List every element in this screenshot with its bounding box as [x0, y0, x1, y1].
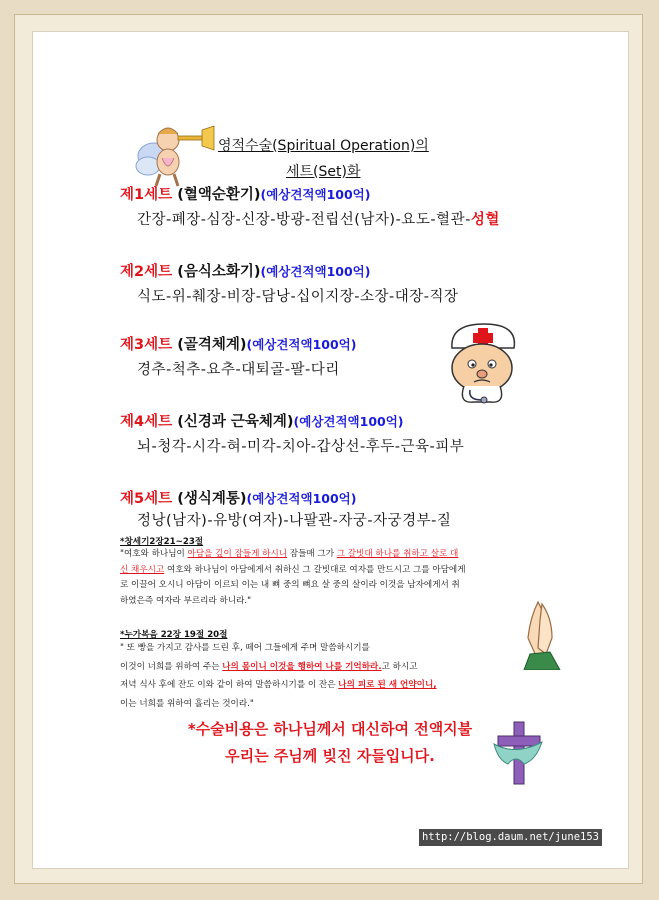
genesis-text-1: "여호와 하나님이: [120, 549, 188, 559]
genesis-quote: [120, 549, 546, 607]
genesis-line-3: 로 이끌어 오시니 아담이 이르되 이는 내 뼈 중의 뼈요 살 중의 살이라 이것을 남자에게서 취: [120, 580, 460, 591]
set-1-name: (혈액순환기): [177, 187, 261, 203]
set-1-heading: [120, 183, 370, 204]
set-5-name: (생식계통): [177, 491, 247, 507]
luke-line-2: [120, 662, 437, 674]
set-3-label: 제3세트: [120, 337, 173, 353]
closing-line-1: *수술비용은 하나님께서 대신하여 전액지불: [187, 720, 473, 738]
set-4-name: (신경과 근육체계): [177, 414, 294, 430]
set-3-organs: 경추-척추-요추-대퇴골-팔-다리: [137, 362, 340, 378]
luke-highlight-2: 나의 피로 된 새 언약이니,: [338, 680, 437, 691]
set-3-heading: [120, 333, 356, 354]
closing-line-2: 우리는 주님께 빚진 자들입니다.: [225, 747, 435, 765]
set-1-label: 제1세트: [120, 187, 173, 203]
luke-line-4: 이는 너희를 위하여 흘리는 것이라.": [120, 698, 254, 709]
doctor-stethoscope-illustration: [440, 318, 526, 408]
set-5-label: 제5세트: [120, 491, 173, 507]
genesis-line-4: 하였은즉 여자라 부르리라 하니라.": [120, 595, 252, 606]
set-5-cost: (예상견적액100억): [246, 491, 357, 506]
set-2-name: (음식소화기): [177, 264, 261, 280]
genesis-line-1: [120, 549, 546, 561]
genesis-text-2: 잠들매 그가: [287, 549, 337, 559]
set-1-organ-highlight: 성혈: [470, 212, 500, 228]
praying-hands-illustration: [516, 598, 568, 670]
set-3-cost: (예상견적액100억): [246, 337, 357, 352]
set-2-organs: 식도-위-췌장-비장-담낭-십이지장-소장-대장-직장: [137, 289, 459, 305]
set-4-cost: (예상견적액100억): [293, 414, 404, 429]
set-5-heading: [120, 487, 356, 508]
genesis-highlight-1: 아담을 깊이 잠들게 하시니: [187, 549, 288, 559]
set-1-organs: [137, 208, 500, 229]
luke-text-3: 고 하시고: [381, 661, 418, 672]
title-line-1: 영적수술(Spiritual Operation)의: [218, 138, 429, 154]
set-1-cost: (예상견적액100억): [260, 187, 371, 202]
luke-quote: [120, 643, 437, 710]
set-2-label: 제2세트: [120, 264, 173, 280]
genesis-line-2: [120, 565, 546, 577]
genesis-highlight-3: 신 채우시고: [120, 564, 165, 575]
genesis-highlight-2: 그 갈빗대 하나를 취하고 살로 대: [336, 549, 459, 559]
set-3-name: (골격체계): [177, 337, 247, 353]
set-1-organ-list: 간장-폐장-심장-신장-방광-전립선(남자)-요도-혈관-: [137, 212, 471, 228]
angel-trumpet-illustration: [128, 118, 218, 190]
title-line-2: 세트(Set)화: [286, 164, 361, 180]
set-2-heading: [120, 260, 370, 281]
luke-highlight-1: 나의 몸이니 이것을 행하여 나를 기억하라.: [222, 661, 382, 672]
set-2-cost: (예상견적액100억): [260, 264, 371, 279]
cross-with-cloth-illustration: [486, 720, 550, 786]
blog-url-watermark: http://blog.daum.net/june153: [419, 829, 602, 846]
luke-line-1: " 또 빵을 가지고 감사를 드린 후, 떼어 그들에게 주며 말씀하시기를: [120, 643, 370, 653]
genesis-reference: *창세기2장21~23절: [120, 537, 204, 547]
luke-reference: *누가복음 22장 19절 20절: [120, 630, 228, 640]
luke-text-2: 이것이 너희를 위하여 주는: [120, 661, 223, 672]
set-4-label: 제4세트: [120, 414, 173, 430]
set-5-organs: 정낭(남자)-유방(여자)-나팔관-자궁-자궁경부-질: [137, 513, 452, 529]
genesis-text-3: 여호와 하나님이 아담에게서 취하신 그 갈빗대로 여자를 만드시고 그를 아담에게: [164, 564, 466, 575]
set-4-organs: 뇌-청각-시각-혀-미각-치아-갑상선-후두-근육-피부: [137, 439, 465, 455]
set-4-heading: [120, 410, 404, 431]
luke-text-4: 저녁 식사 후에 잔도 이와 같이 하여 말씀하시기를 이 잔은: [120, 680, 339, 691]
luke-line-3: [120, 680, 437, 692]
